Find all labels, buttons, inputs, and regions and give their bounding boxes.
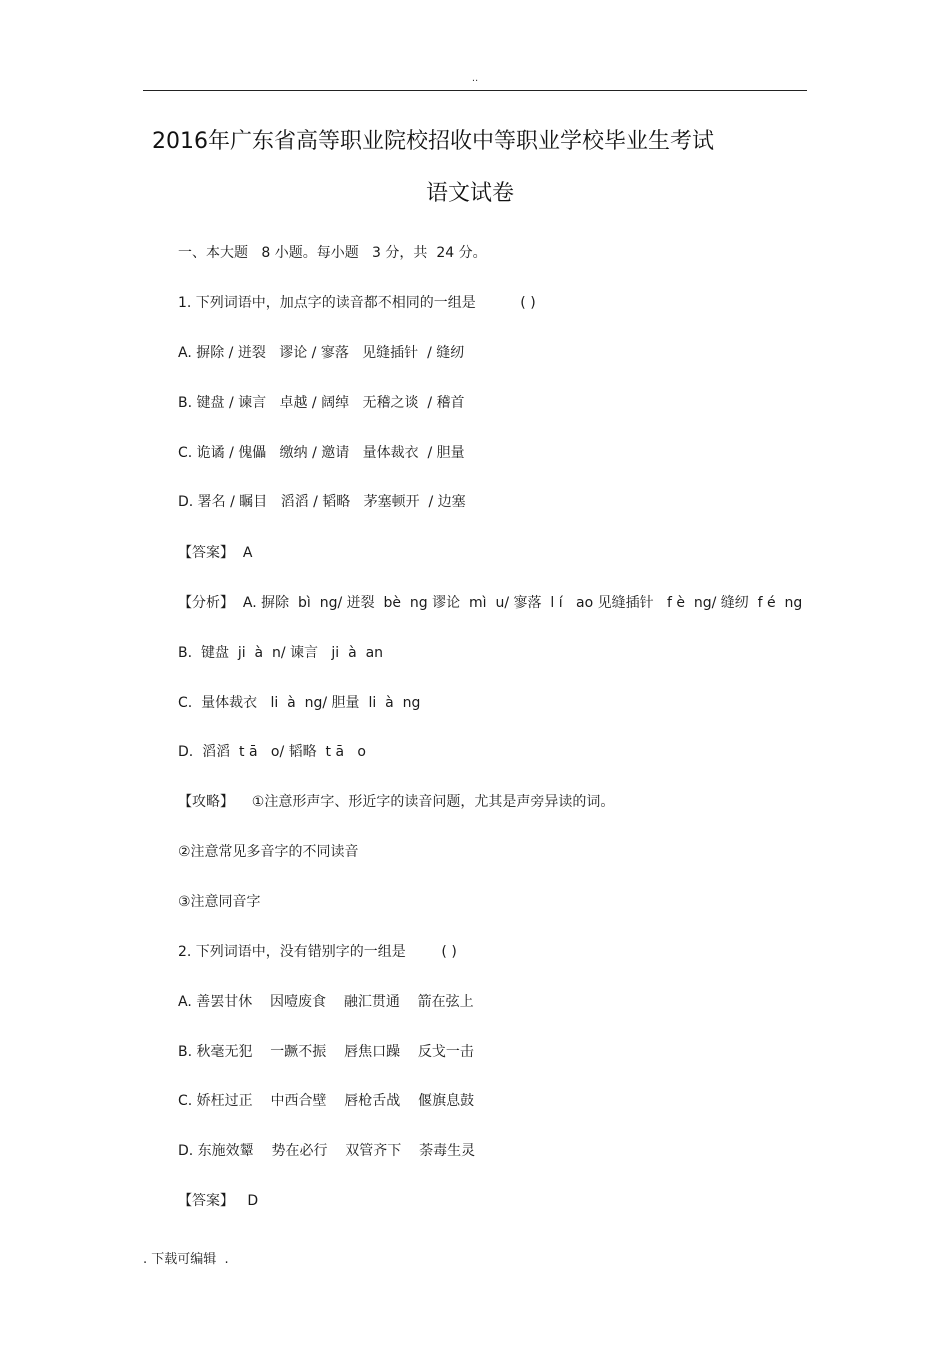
question-1-option-d: D. 署名 / 瞩目 滔滔 / 韬略 茅塞顿开 / 边塞: [178, 494, 466, 510]
header-rule: [143, 90, 807, 91]
question-1-strategy-1: 【攻略】 ①注意形声字、形近字的读音问题，尤其是声旁异读的词。: [178, 794, 615, 810]
section-heading: 一、本大题 8 小题。每小题 3 分，共 24 分。: [178, 245, 487, 261]
document-subtitle: 语文试卷: [426, 181, 515, 206]
question-1-option-a: A. 摒除 / 迸裂 谬论 / 寥落 见缝插针 / 缝纫: [178, 345, 465, 361]
question-1-answer: 【答案】 A: [178, 545, 253, 561]
question-1-strategy-2: ②注意常见多音字的不同读音: [178, 844, 359, 860]
question-1-analysis-d: D. 滔滔 t ā o/ 韬略 t ā o: [178, 744, 366, 760]
question-1-option-b: B. 键盘 / 谏言 卓越 / 阔绰 无稽之谈 / 稽首: [178, 395, 465, 411]
question-2-stem: 2. 下列词语中，没有错别字的一组是 ( ): [178, 944, 457, 960]
question-2-option-a: A. 善罢甘休 因噎废食 融汇贯通 箭在弦上: [178, 994, 474, 1010]
question-2-option-b: B. 秋毫无犯 一蹶不振 唇焦口躁 反戈一击: [178, 1044, 474, 1060]
question-2-option-c: C. 娇枉过正 中西合壁 唇枪舌战 偃旗息鼓: [178, 1093, 475, 1109]
document-title: 2016年广东省高等职业院校招收中等职业学校毕业生考试: [152, 129, 714, 154]
question-2-option-d: D. 东施效颦 势在必行 双管齐下 荼毒生灵: [178, 1143, 476, 1159]
header-mark: ..: [471, 73, 479, 84]
question-1-strategy-3: ③注意同音字: [178, 894, 261, 910]
question-2-answer: 【答案】 D: [178, 1193, 259, 1209]
footer-note: . 下载可编辑 .: [143, 1252, 229, 1267]
question-1-stem: 1. 下列词语中，加点字的读音都不相同的一组是 ( ): [178, 295, 536, 311]
question-1-analysis-b: B. 键盘 ji à n/ 谏言 ji à an: [178, 645, 384, 661]
question-1-analysis-a: 【分析】 A. 摒除 bì ng/ 迸裂 bè ng 谬论 mì u/ 寥落 l í ao 见缝插针 f è ng/ 缝纫 f é ng: [178, 595, 803, 611]
question-1-option-c: C. 诡谲 / 傀儡 缴纳 / 邀请 量体裁衣 / 胆量: [178, 445, 465, 461]
question-1-analysis-c: C. 量体裁衣 li à ng/ 胆量 li à ng: [178, 695, 421, 711]
